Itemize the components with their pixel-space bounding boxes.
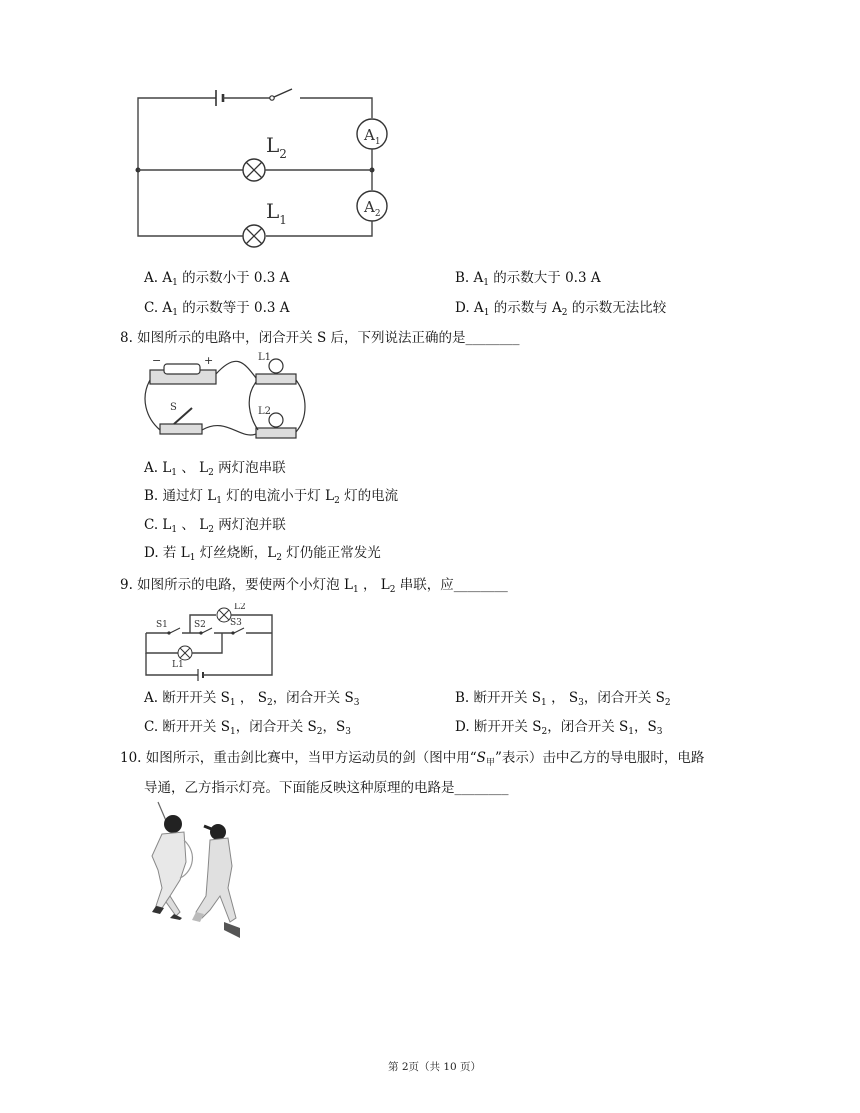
svg-text:+: + (204, 354, 214, 367)
svg-text:L1: L1 (258, 352, 272, 363)
q7-option-d: D. $A_1$ 的示数与 $A_2$ 的示数无法比较 (455, 300, 667, 318)
q9-option-c: C. 断开开关 $S_1$，闭合开关 $S_2$，$S_3$ (144, 719, 351, 737)
svg-text:S: S (170, 402, 177, 413)
svg-text:L1: L1 (172, 660, 184, 670)
q8-option-c: C. $L_1$ 、 $L_2$ 两灯泡并联 (144, 517, 286, 535)
q8-circuit-figure (140, 352, 310, 444)
svg-text:S1: S1 (156, 620, 168, 630)
q8-option-a: A. $L_1$ 、 $L_2$ 两灯泡串联 (144, 460, 286, 478)
q8-option-b: B. 通过灯 $L_1$ 灯的电流小于灯 $L_2$ 灯的电流 (144, 488, 399, 506)
q10-stem-line2: 导通，乙方指示灯亮。下面能反映这种原理的电路是________ (144, 780, 509, 796)
q10-stem-line1: 10. 如图所示，重击剑比赛中，当甲方运动员的剑（图中用“$S_甲$”表示）击中乙方的导电服时，电路 (120, 750, 705, 768)
svg-text:L2: L2 (258, 406, 272, 417)
a2-label: $A_2$ (364, 198, 381, 219)
q9-stem: 9. 如图所示的电路，要使两个小灯泡 $L_1$ ， $L_2$ 串联，应________ (120, 577, 508, 595)
q9-circuit-figure (142, 603, 282, 681)
l1-label: $L_1$ (266, 199, 287, 227)
l2-label: $L_2$ (266, 133, 287, 161)
q8-stem: 8. 如图所示的电路中，闭合开关 S 后，下列说法正确的是________ (120, 330, 520, 346)
q8-option-d: D. 若 $L_1$ 灯丝烧断，$L_2$ 灯仍能正常发光 (144, 545, 381, 563)
q7-option-a: A. $A_1$ 的示数小于 0.3 A (144, 270, 290, 288)
a1-label: $A_1$ (364, 126, 381, 147)
q9-option-a: A. 断开开关 $S_1$ ， $S_2$，闭合开关 $S_3$ (144, 690, 360, 708)
fencing-photo (140, 800, 246, 940)
svg-text:L2: L2 (234, 603, 246, 612)
page-footer: 第 2页（共 10 页） (388, 1061, 482, 1073)
q7-circuit-figure (130, 88, 400, 248)
svg-text:S2: S2 (194, 620, 206, 630)
q7-option-b: B. $A_1$ 的示数大于 0.3 A (455, 270, 601, 288)
q9-option-b: B. 断开开关 $S_1$ ， $S_3$，闭合开关 $S_2$ (455, 690, 671, 708)
q9-option-d: D. 断开开关 $S_2$，闭合开关 $S_1$，$S_3$ (455, 719, 663, 737)
svg-text:−: − (152, 354, 162, 367)
svg-text:S3: S3 (230, 618, 242, 628)
q7-option-c: C. $A_1$ 的示数等于 0.3 A (144, 300, 290, 318)
